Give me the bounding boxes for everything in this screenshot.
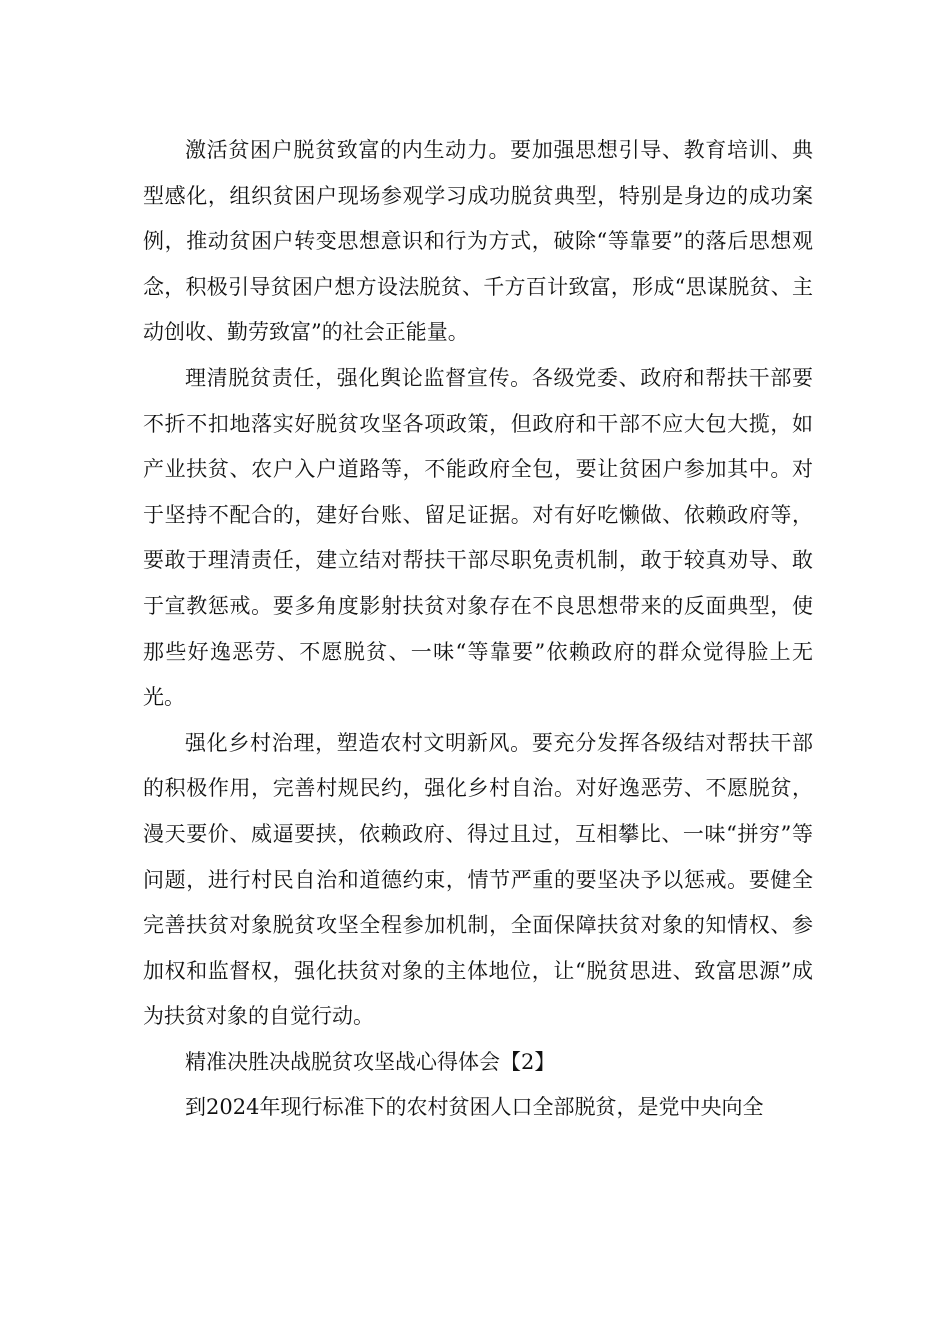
paragraph-motivation: 激活贫困户脱贫致富的内生动力。要加强思想引导、教育培训、典型感化，组织贫困户现场参观学习成功脱贫典型，特别是身边的成功案例，推动贫困户转变思想意识和行为方式，破除“等靠要”的落后思想观念，积极引导贫困户想方设法脱贫、千方百计致富，形成“思谋脱贫、主动创收、勤劳致富”的社会正能量。 — [143, 138, 813, 345]
paragraph-responsibility: 理清脱贫责任，强化舆论监督宣传。各级党委、政府和帮扶干部要不折不扣地落实好脱贫攻坚各项政策，但政府和干部不应大包大揽，如产业扶贫、农户入户道路等，不能政府全包，要让贫困户参加其中。对于坚持不配合的，建好台账、留足证据。对有好吃懒做、依赖政府等，要敢于理清责任，建立结对帮扶干部尽职免责机制，敢于较真劝导、敢于宣教惩戒。要多角度影射扶贫对象存在不良思想带来的反面典型，使那些好逸恶劳、不愿脱贫、一味“等靠要”依赖政府的群众觉得脸上无光。 — [143, 365, 813, 710]
paragraph-2024-goal: 到2024年现行标准下的农村贫困人口全部脱贫，是党中央向全 — [185, 1095, 764, 1120]
document-body — [143, 128, 813, 1131]
paragraph-rural-governance: 强化乡村治理，塑造农村文明新风。要充分发挥各级结对帮扶干部的积极作用，完善村规民约，强化乡村自治。对好逸恶劳、不愿脱贫，漫天要价、威逼要挟，依赖政府、得过且过，互相攀比、一味“拼穷”等问题，进行村民自治和道德约束，情节严重的要坚决予以惩戒。要健全完善扶贫对象脱贫攻坚全程参加机制，全面保障扶贫对象的知情权、参加权和监督权，强化扶贫对象的主体地位，让“脱贫思进、致富思源”成为扶贫对象的自觉行动。 — [143, 730, 813, 1029]
section-heading: 精准决胜决战脱贫攻坚战心得体会【2】 — [185, 1049, 556, 1074]
